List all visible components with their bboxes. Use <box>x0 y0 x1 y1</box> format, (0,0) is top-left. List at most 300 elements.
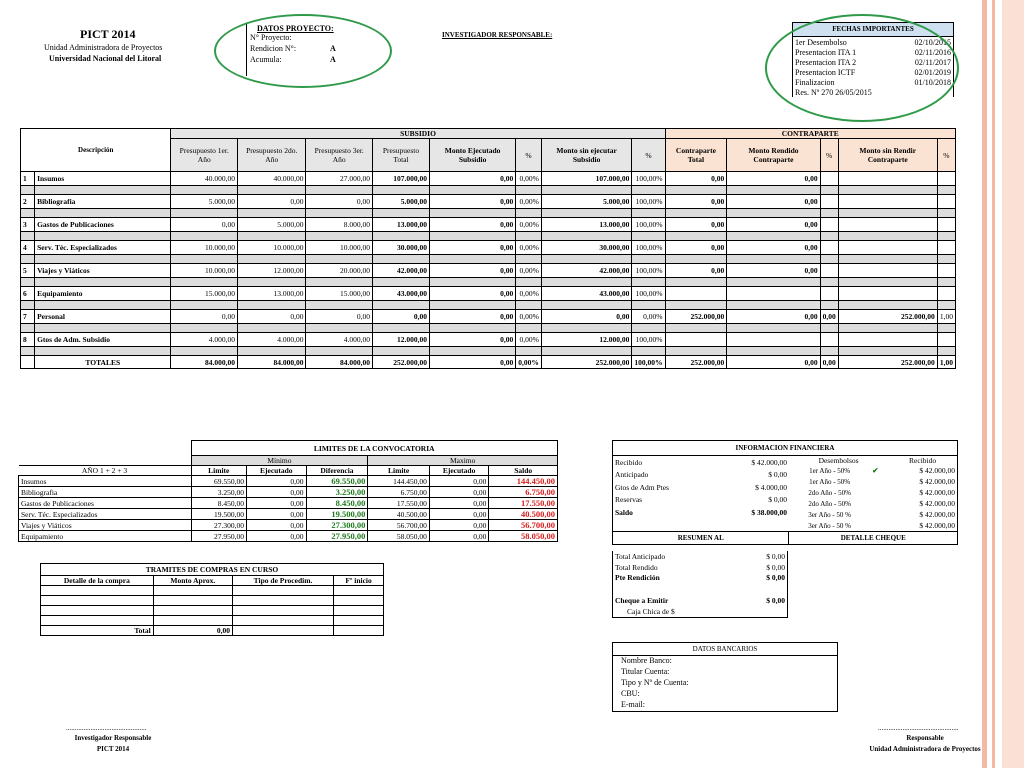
spacer-cell <box>35 255 171 264</box>
project-field-label: Acumula: <box>250 55 282 64</box>
spacer-cell <box>665 301 727 310</box>
right-border-stripe <box>982 0 987 768</box>
budget-cell: 0,00% <box>516 172 542 186</box>
spacer-cell <box>35 278 171 287</box>
financial-label: Saldo <box>615 507 633 517</box>
disbursements-header-row <box>789 456 957 465</box>
limits-row <box>19 487 558 498</box>
spacer-cell <box>516 186 542 195</box>
project-field-value: A <box>330 44 336 53</box>
budget-cell: 0,00% <box>516 333 542 347</box>
budget-cell <box>838 172 937 186</box>
budget-cell: 0,00 <box>430 264 516 278</box>
limits-cell: 19.500,00 <box>191 509 247 520</box>
main-header-row-top <box>21 129 956 139</box>
budget-cell <box>727 287 820 301</box>
totals-cell: 0,00 <box>430 356 516 369</box>
budget-cell: 0,00 <box>665 241 727 255</box>
budget-cell <box>838 333 937 347</box>
purchases-cell <box>232 616 333 626</box>
budget-cell: 0,00 <box>430 195 516 209</box>
budget-cell <box>820 333 838 347</box>
budget-cell: 0,00 <box>171 310 238 324</box>
spacer-cell <box>541 324 632 333</box>
spacer-cell <box>632 278 665 287</box>
totals-cell: 84.000,00 <box>306 356 373 369</box>
spacer-cell <box>820 301 838 310</box>
spacer-cell <box>665 232 727 241</box>
budget-cell: 4.000,00 <box>306 333 373 347</box>
spacer-row <box>21 255 956 264</box>
column-header: Monto Ejecutado Subsidio <box>430 139 516 172</box>
budget-cell <box>937 333 955 347</box>
budget-cell: 100,00% <box>632 264 665 278</box>
budget-cell <box>937 241 955 255</box>
spacer-cell <box>665 186 727 195</box>
important-dates-title: FECHAS IMPORTANTES <box>792 22 954 37</box>
totals-cell: 0,00% <box>516 356 542 369</box>
purchases-total-label: Total <box>41 626 154 636</box>
limits-header-row <box>19 466 558 476</box>
budget-cell: 100,00% <box>632 218 665 232</box>
budget-item-name: Insumos <box>35 172 171 186</box>
spacer-cell <box>820 209 838 218</box>
project-field-value: A <box>330 55 336 64</box>
contraparte-title: CONTRAPARTE <box>665 129 955 139</box>
disbursement-value: $ 42.000,00 <box>919 466 955 475</box>
budget-cell: 5.000,00 <box>238 218 306 232</box>
limits-header: Saldo <box>489 466 558 476</box>
budget-cell: 27.000,00 <box>306 172 373 186</box>
budget-row <box>21 310 956 324</box>
budget-cell: 5 <box>21 264 35 278</box>
budget-cell <box>937 172 955 186</box>
financial-info-title: INFORMACION FINANCIERA <box>613 441 957 456</box>
budget-cell: 30.000,00 <box>541 241 632 255</box>
budget-cell: 0,00 <box>306 195 373 209</box>
budget-cell: 4 <box>21 241 35 255</box>
spacer-cell <box>665 324 727 333</box>
purchases-cell <box>41 596 154 606</box>
bank-field-label: E-mail: <box>621 700 645 709</box>
budget-cell: 252.000,00 <box>838 310 937 324</box>
budget-cell: 100,00% <box>632 287 665 301</box>
limits-cell: 69.550,00 <box>306 476 368 487</box>
spacer-cell <box>838 347 937 356</box>
column-header: % <box>937 139 955 172</box>
spacer-cell <box>541 278 632 287</box>
budget-cell: 0,00 <box>541 310 632 324</box>
budget-cell <box>838 287 937 301</box>
limits-header: Limite <box>191 466 247 476</box>
spacer-cell <box>171 209 238 218</box>
purchases-header: Tipo de Procedim. <box>232 576 333 586</box>
budget-cell: 0,00% <box>516 310 542 324</box>
check-icon <box>870 487 888 498</box>
disbursement-row <box>789 476 957 487</box>
summary-title: RESUMEN AL <box>613 532 789 544</box>
budget-cell: 0,00 <box>373 310 430 324</box>
budget-cell: 107.000,00 <box>373 172 430 186</box>
summary-row <box>613 606 788 618</box>
budget-cell: 0,00 <box>820 310 838 324</box>
date-label: Presentacion ITA 1 <box>795 47 857 57</box>
summary-value: $ 0,00 <box>766 552 785 561</box>
limits-header: Ejecutado <box>247 466 306 476</box>
spacer-cell <box>373 347 430 356</box>
spacer-cell <box>21 209 35 218</box>
budget-cell: 43.000,00 <box>541 287 632 301</box>
limits-cell: 0,00 <box>429 509 488 520</box>
budget-row <box>21 264 956 278</box>
spacer-row <box>21 209 956 218</box>
spacer-cell <box>727 232 820 241</box>
budget-cell <box>820 218 838 232</box>
limits-cell: 6.750,00 <box>368 487 429 498</box>
budget-cell: 15.000,00 <box>306 287 373 301</box>
spacer-cell <box>171 301 238 310</box>
limits-cell: 40.500,00 <box>368 509 429 520</box>
budget-row <box>21 195 956 209</box>
spacer-cell <box>937 209 955 218</box>
disbursement-label: 1er Año - 50% <box>809 477 851 486</box>
budget-cell: 0,00 <box>238 310 306 324</box>
budget-cell: 30.000,00 <box>373 241 430 255</box>
totals-cell: 84.000,00 <box>171 356 238 369</box>
budget-cell: 0,00% <box>516 264 542 278</box>
purchases-cell <box>153 616 232 626</box>
budget-cell: 4.000,00 <box>171 333 238 347</box>
budget-cell <box>937 218 955 232</box>
check-icon <box>870 498 888 509</box>
purchases-cell <box>41 606 154 616</box>
financial-label: Gtos de Adm Ptes <box>615 482 669 492</box>
summary-value: $ 0,00 <box>766 573 785 582</box>
signature-line-left: .............................................. <box>66 724 147 732</box>
spacer-row <box>21 232 956 241</box>
date-label: Res. Nº 270 26/05/2015 <box>795 87 872 97</box>
spacer-cell <box>820 324 838 333</box>
budget-cell: 15.000,00 <box>171 287 238 301</box>
summary-value: $ 0,00 <box>766 596 785 605</box>
totals-label: TOTALES <box>35 356 171 369</box>
subsidio-title: SUBSIDIO <box>171 129 665 139</box>
budget-cell: 1 <box>21 172 35 186</box>
budget-cell: 20.000,00 <box>306 264 373 278</box>
spacer-cell <box>21 301 35 310</box>
budget-cell: 252.000,00 <box>665 310 727 324</box>
limits-cell: 56.700,00 <box>489 520 558 531</box>
budget-cell: 7 <box>21 310 35 324</box>
budget-cell: 12.000,00 <box>238 264 306 278</box>
spacer-cell <box>727 301 820 310</box>
budget-cell: 100,00% <box>632 195 665 209</box>
page-title: PICT 2014 <box>80 27 136 41</box>
spacer-cell <box>937 278 955 287</box>
summary-label: Cheque a Emitir <box>615 596 669 605</box>
spacer-cell <box>35 301 171 310</box>
bank-field-label: Titular Cuenta: <box>621 667 670 676</box>
financial-row <box>613 494 789 507</box>
spacer-cell <box>21 324 35 333</box>
purchases-cell <box>232 626 333 636</box>
unit-name: Unidad Administradora de Proyectos <box>44 43 163 52</box>
spacer-cell <box>35 209 171 218</box>
financial-spacer <box>613 519 789 532</box>
totals-cell <box>21 356 35 369</box>
spacer-cell <box>238 232 306 241</box>
check-detail-title: DETALLE CHEQUE <box>840 534 906 542</box>
budget-cell: 100,00% <box>632 172 665 186</box>
limits-cell: 0,00 <box>429 487 488 498</box>
spacer-cell <box>516 209 542 218</box>
budget-item-name: Bibliografia <box>35 195 171 209</box>
spacer-cell <box>838 278 937 287</box>
spacer-cell <box>727 209 820 218</box>
budget-item-name: Gtos de Adm. Subsidio <box>35 333 171 347</box>
disbursement-value: $ 42.000,00 <box>919 510 955 519</box>
financial-value: $ 42.000,00 <box>751 457 787 467</box>
budget-cell: 0,00% <box>516 195 542 209</box>
summary-label: Pte Rendición <box>615 573 660 582</box>
budget-cell: 8.000,00 <box>306 218 373 232</box>
disbursement-label: 1er Año - 50% <box>809 466 851 475</box>
spacer-row <box>21 347 956 356</box>
spacer-cell <box>238 278 306 287</box>
project-field-label: N° Proyecto: <box>250 33 292 42</box>
investigador-label: INVESTIGADOR RESPONSABLE: <box>442 31 553 39</box>
disbursement-row <box>789 498 957 509</box>
spacer-cell <box>632 186 665 195</box>
financial-value: $ 0,00 <box>768 470 787 480</box>
purchases-cell <box>334 616 384 626</box>
spacer-cell <box>516 278 542 287</box>
budget-cell: 5.000,00 <box>373 195 430 209</box>
budget-cell: 0,00% <box>632 310 665 324</box>
spacer-cell <box>632 232 665 241</box>
limits-cell: 144.450,00 <box>368 476 429 487</box>
spacer-cell <box>937 255 955 264</box>
purchases-cell <box>334 586 384 596</box>
spacer-cell <box>171 255 238 264</box>
spacer-cell <box>516 324 542 333</box>
limits-empty <box>19 456 192 466</box>
spacer-cell <box>665 255 727 264</box>
budget-cell: 0,00 <box>430 241 516 255</box>
disbursement-value: $ 42.000,00 <box>919 499 955 508</box>
limits-cell: 27.950,00 <box>306 531 368 542</box>
purchases-header: Detalle de la compra <box>41 576 154 586</box>
spacer-cell <box>937 232 955 241</box>
spacer-cell <box>306 209 373 218</box>
spacer-row <box>21 324 956 333</box>
right-border-band <box>1002 0 1024 768</box>
summary-value <box>741 606 788 618</box>
spacer-cell <box>430 347 516 356</box>
column-header: Monto Rendido Contraparte <box>727 139 820 172</box>
spacer-cell <box>306 255 373 264</box>
column-header: Monto sin ejecutar Subsidio <box>541 139 632 172</box>
spacer-cell <box>541 232 632 241</box>
spacer-cell <box>306 232 373 241</box>
limits-title: LIMITES DE LA CONVOCATORIA <box>191 441 558 456</box>
spacer-cell <box>430 186 516 195</box>
disbursement-value: $ 42.000,00 <box>919 521 955 530</box>
purchases-cell <box>232 586 333 596</box>
summary-row <box>613 562 788 573</box>
bank-field-label: CBU: <box>621 689 640 698</box>
budget-cell <box>665 287 727 301</box>
disbursements-header: Desembolsos <box>818 456 859 465</box>
budget-item-name: Personal <box>35 310 171 324</box>
limits-table <box>18 440 558 542</box>
purchases-table <box>40 563 384 636</box>
limits-item-name: Gastos de Publicaciones <box>19 498 192 509</box>
purchases-title-row <box>41 564 384 576</box>
limits-cell: 58.050,00 <box>489 531 558 542</box>
purchases-cell <box>41 616 154 626</box>
purchases-cell <box>232 606 333 616</box>
signature-line-right: .............................................. <box>878 724 959 732</box>
financial-row <box>613 456 789 469</box>
spacer-cell <box>541 347 632 356</box>
budget-cell: 10.000,00 <box>171 241 238 255</box>
budget-cell: 40.000,00 <box>238 172 306 186</box>
spacer-row <box>21 301 956 310</box>
budget-cell <box>937 195 955 209</box>
bank-fields <box>613 656 837 711</box>
limits-cell: 0,00 <box>429 531 488 542</box>
check-icon <box>870 520 888 531</box>
bank-data-title: DATOS BANCARIOS <box>613 643 837 656</box>
spacer-cell <box>820 278 838 287</box>
budget-cell <box>838 195 937 209</box>
limits-cell: 19.500,00 <box>306 509 368 520</box>
spacer-cell <box>727 186 820 195</box>
budget-cell: 0,00 <box>727 241 820 255</box>
totals-cell: 252.000,00 <box>838 356 937 369</box>
limits-cell: 0,00 <box>247 509 306 520</box>
limits-cell: 0,00 <box>247 498 306 509</box>
spacer-cell <box>516 232 542 241</box>
limits-header: Diferencia <box>306 466 368 476</box>
limits-item-name: Equipamiento <box>19 531 192 542</box>
spacer-cell <box>21 255 35 264</box>
financial-value: $ 38.000,00 <box>751 507 787 517</box>
purchases-header-row <box>41 576 384 586</box>
spacer-cell <box>632 255 665 264</box>
purchases-cell <box>232 596 333 606</box>
budget-cell: 0,00 <box>727 172 820 186</box>
received-header: Recibido <box>909 456 937 465</box>
summary-row <box>613 573 788 595</box>
summary-label: Caja Chica de $ <box>627 607 675 616</box>
date-value: 02/01/2019 <box>914 67 951 77</box>
budget-cell: 0,00 <box>430 333 516 347</box>
budget-cell <box>838 264 937 278</box>
limits-cell: 144.450,00 <box>489 476 558 487</box>
limits-cell: 27.300,00 <box>306 520 368 531</box>
totals-cell: 84.000,00 <box>238 356 306 369</box>
financial-info-box <box>612 440 958 545</box>
spacer-cell <box>373 186 430 195</box>
spacer-cell <box>306 324 373 333</box>
budget-cell: 8 <box>21 333 35 347</box>
budget-cell: 12.000,00 <box>373 333 430 347</box>
spacer-cell <box>171 232 238 241</box>
budget-cell: 43.000,00 <box>373 287 430 301</box>
summary-row <box>613 551 788 562</box>
budget-cell: 42.000,00 <box>373 264 430 278</box>
budget-row <box>21 218 956 232</box>
spacer-cell <box>838 209 937 218</box>
limits-empty <box>19 441 192 456</box>
totals-cell: 100,00% <box>632 356 665 369</box>
budget-cell: 3 <box>21 218 35 232</box>
purchases-row <box>41 586 384 596</box>
spacer-cell <box>35 347 171 356</box>
limits-cell: 27.300,00 <box>191 520 247 531</box>
spacer-cell <box>541 301 632 310</box>
bank-field-label: Tipo y Nº de Cuenta: <box>621 678 689 687</box>
limits-cell: 3.250,00 <box>306 487 368 498</box>
spacer-cell <box>430 278 516 287</box>
spacer-cell <box>21 186 35 195</box>
spacer-cell <box>838 255 937 264</box>
spacer-cell <box>35 232 171 241</box>
purchases-total-value: 0,00 <box>153 626 232 636</box>
budget-cell: 0,00 <box>665 218 727 232</box>
totals-cell: 1,00 <box>937 356 955 369</box>
spacer-cell <box>937 347 955 356</box>
limits-cell: 27.950,00 <box>191 531 247 542</box>
spacer-cell <box>35 324 171 333</box>
check-icon <box>870 476 888 487</box>
spacer-cell <box>541 255 632 264</box>
spacer-cell <box>238 347 306 356</box>
column-header: % <box>820 139 838 172</box>
date-label: 1er Desembolso <box>795 37 847 47</box>
purchases-cell <box>334 626 384 636</box>
spacer-cell <box>21 278 35 287</box>
highlight-circle-dates <box>765 14 959 122</box>
column-header-description: Descripción <box>21 129 171 172</box>
date-label: Presentacion ICTF <box>795 67 856 77</box>
disbursement-row <box>789 509 957 520</box>
spacer-cell <box>541 186 632 195</box>
budget-cell: 0,00 <box>171 218 238 232</box>
limits-cell: 3.250,00 <box>191 487 247 498</box>
limits-item-name: Insumos <box>19 476 192 487</box>
budget-item-name: Viajes y Viáticos <box>35 264 171 278</box>
purchases-row <box>41 616 384 626</box>
limits-title-row <box>19 441 558 456</box>
spacer-cell <box>171 347 238 356</box>
financial-row <box>613 481 789 494</box>
disbursement-row <box>789 487 957 498</box>
spacer-cell <box>541 209 632 218</box>
financial-row <box>613 506 789 519</box>
budget-row <box>21 172 956 186</box>
totals-cell: 0,00 <box>727 356 820 369</box>
limits-cell: 0,00 <box>429 520 488 531</box>
budget-cell <box>820 195 838 209</box>
spacer-cell <box>665 209 727 218</box>
budget-item-name: Gastos de Publicaciones <box>35 218 171 232</box>
spacer-cell <box>632 209 665 218</box>
limits-cell: 6.750,00 <box>489 487 558 498</box>
limits-row <box>19 520 558 531</box>
